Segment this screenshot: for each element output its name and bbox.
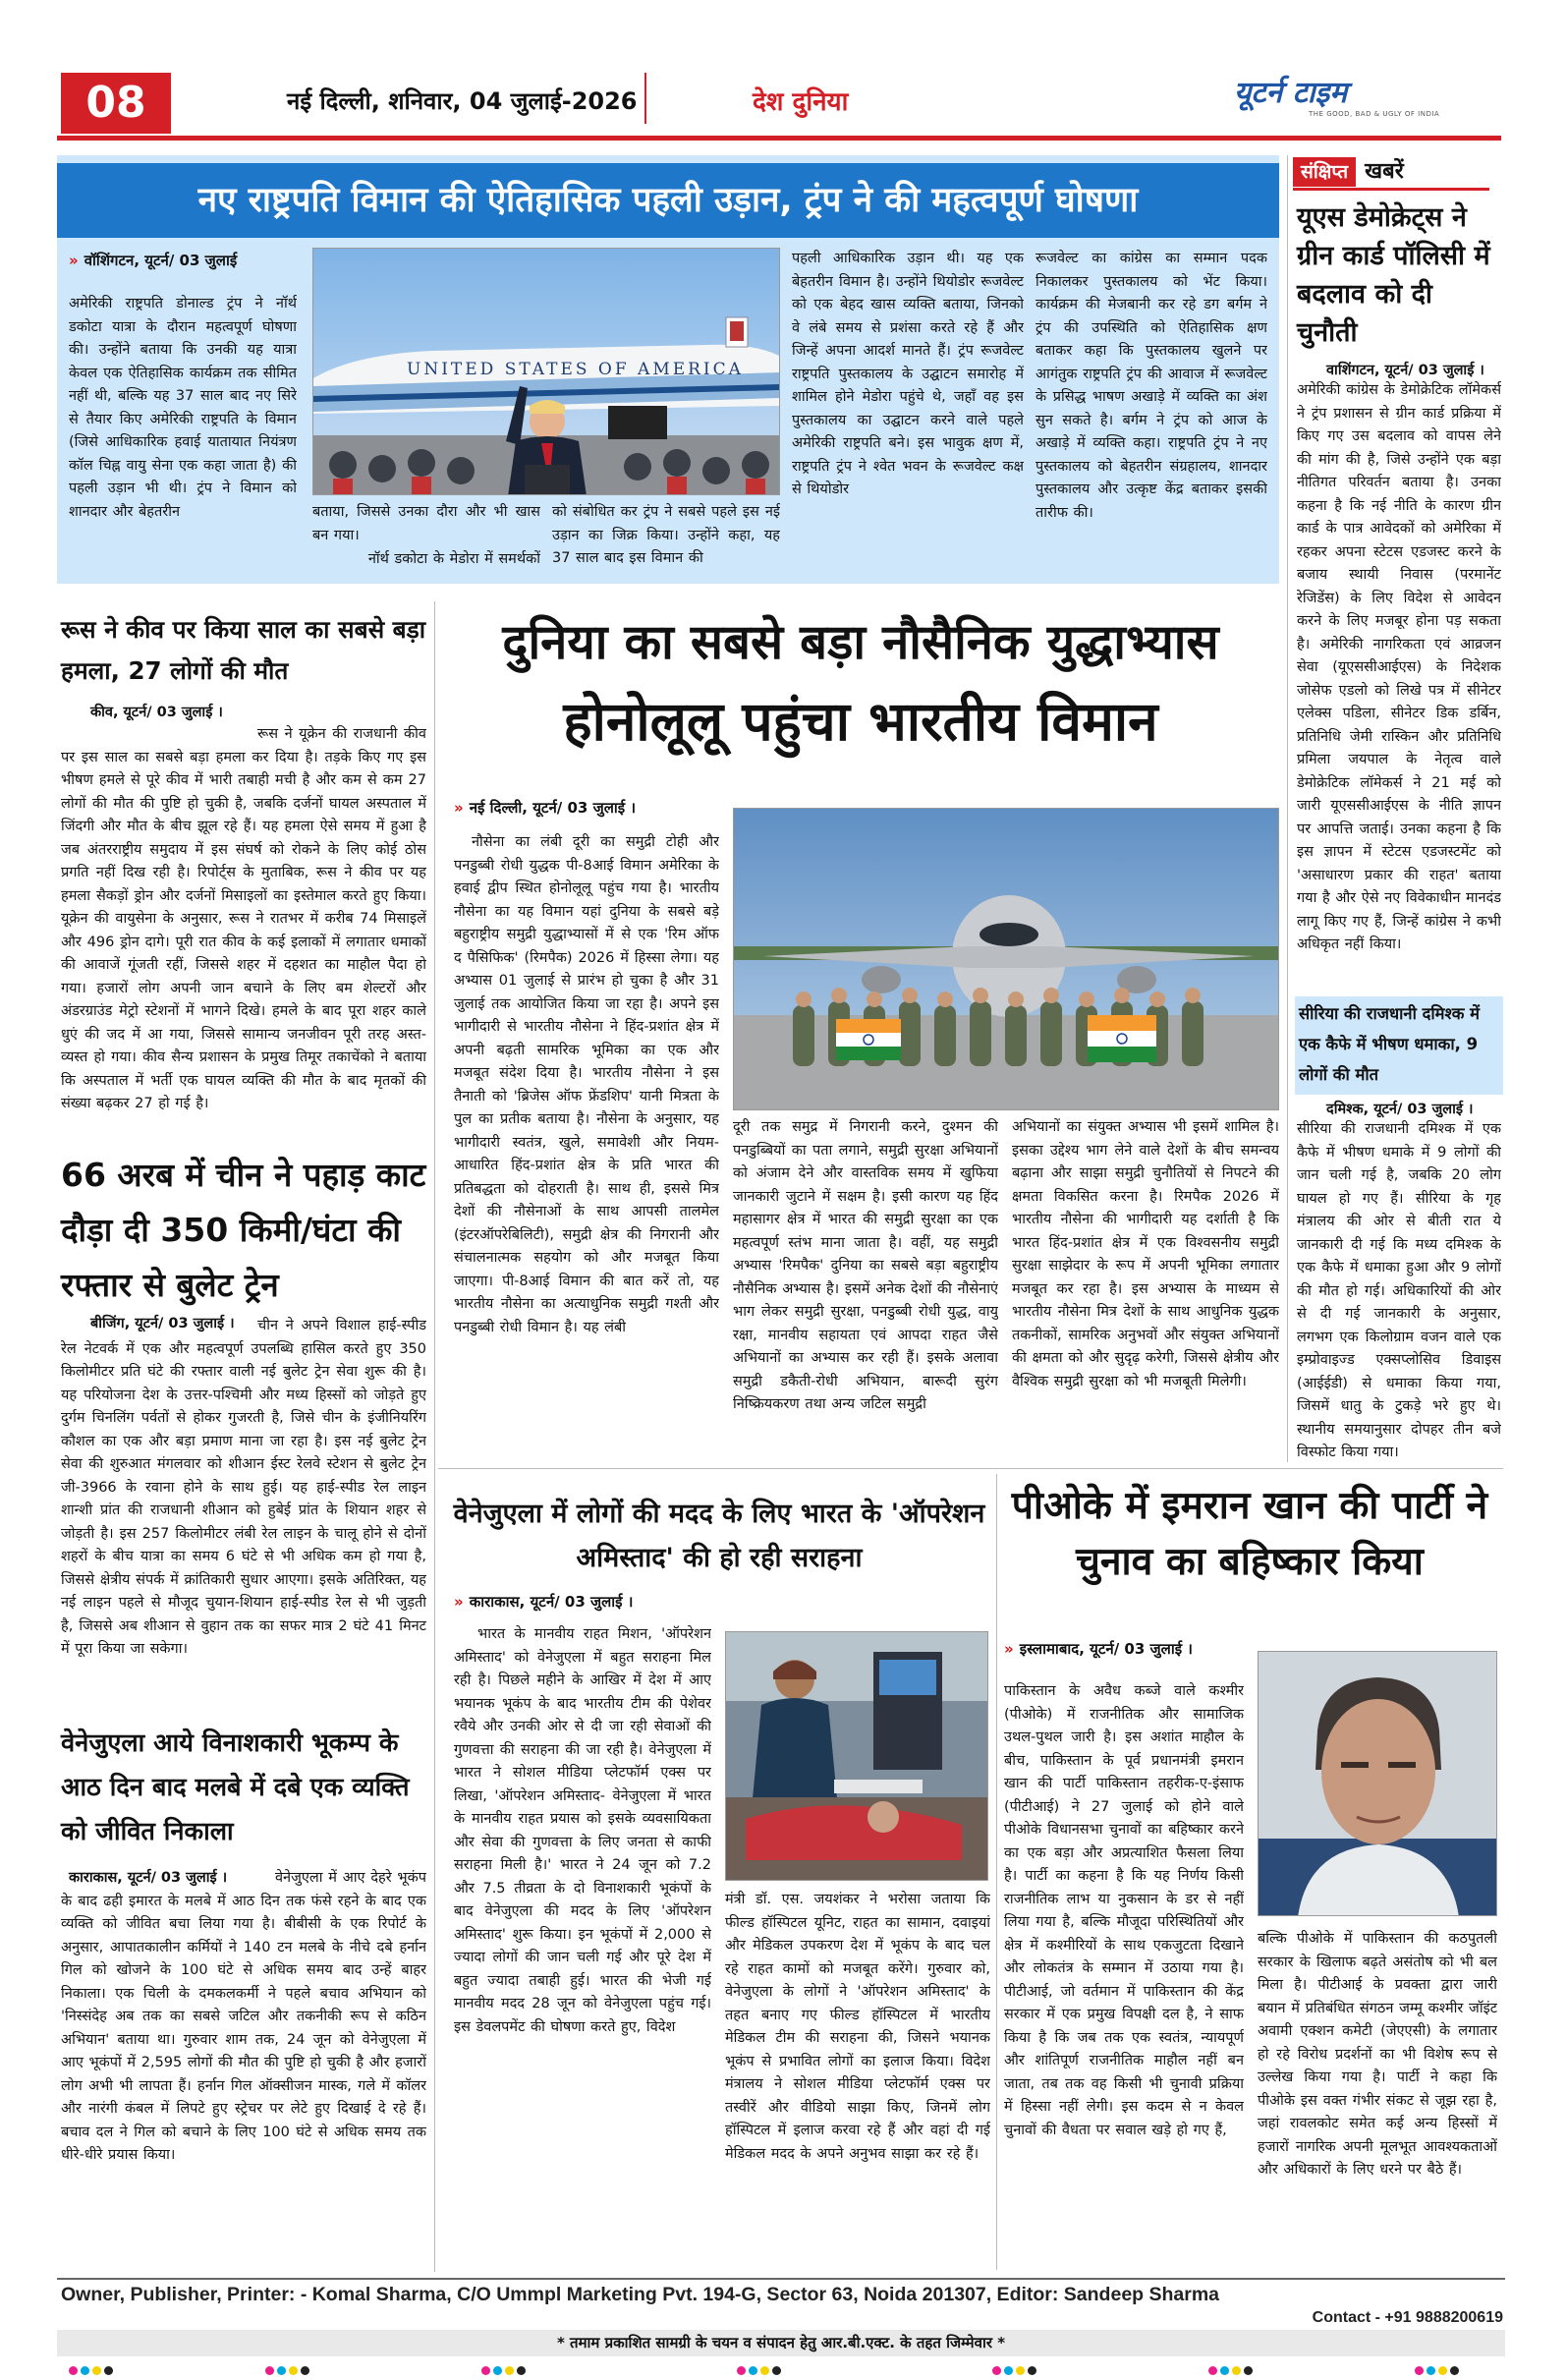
russia-dateline: कीव, यूटर्न/ 03 जुलाई । bbox=[90, 705, 223, 720]
header-divider bbox=[644, 73, 646, 124]
footer-owner: Owner, Publisher, Printer: - Komal Sharma, C/O Ummpl Marketing Pvt. 194-G, Sector 63, Noida 201307, Editor: Sandeep Sharma bbox=[61, 2284, 1220, 2305]
rule-right bbox=[1287, 155, 1288, 1462]
lead-headline: नए राष्ट्रपति विमान की ऐतिहासिक पहली उड़ान, ट्रंप ने की महत्वपूर्ण घोषणा bbox=[197, 181, 1139, 220]
china-dateline: बीजिंग, यूटर्न/ 03 जुलाई । bbox=[90, 1316, 235, 1332]
brief-label-a: संक्षिप्त bbox=[1293, 157, 1356, 187]
navy-col-1: नौसेना का लंबी दूरी का समुद्री टोही और पनडुब्बी रोधी युद्धक पी-8आई विमान अमेरिका के हवाई द्वीप स्थित होनोलूलू पहुंच गया है। भारतीय नौसेना का यह विमान यहां दुनिया के सबसे बड़े बहुराष्ट्रीय समुद्री युद्धाभ्यासों में से एक 'रिम ऑफ द पैसिफिक' (रिमपैक) 2026 में हिस्सा लेगा। यह अभ्यास 01 जुलाई से प्रारंभ हो चुका है और 31 जुलाई तक आयोजित किया जा रहा है। अपने इस भागीदारी से भारतीय नौसेना ने हिंद-प्रशांत क्षेत्र में अपनी बढ़ती सामरिक भूमिका का एक और मजबूत संदेश दिया है। भारतीय नौसेना ने इस तैनाती को 'ब्रिजेस ऑफ फ्रेंडशिप' यानी मित्रता के पुल का प्रतीक बताया है। नौसेना के अनुसार, यह भागीदारी स्वतंत्र, खुले, समावेशी और नियम-आधारित हिंद-प्रशांत क्षेत्र के प्रति भारत की प्रतिबद्धता को दोहराती है। साथ ही, इससे मित्र देशों की नौसेनाओं के साथ आपसी तालमेल (इंटरऑपरेबिलिटी), समुद्री क्षेत्र की निगरानी और संचालनात्मक सहयोग को और मजबूत किया जाएगा। पी-8आई विमान की बात करें तो, यह भारतीय नौसेना का अत्याधुनिक समुद्री गश्ती और पनडुब्बी रोधी विमान है। यह लंबी bbox=[454, 834, 719, 1335]
pok-dateline bbox=[1004, 1637, 1299, 1661]
footer-top-rule bbox=[57, 2278, 1505, 2280]
reg-dots-1 bbox=[69, 2366, 113, 2375]
footer-disclaimer: * तमाम प्रकाशित सामग्री के चयन व संपादन हेतु आर.बी.एक्ट. के तहत जिम्मेवार * bbox=[556, 2334, 1006, 2352]
lead-dateline-text: वॉशिंगटन, यूटर्न/ 03 जुलाई bbox=[84, 252, 238, 269]
p8i-aircraft-crew-image bbox=[734, 809, 1279, 1110]
reg-dots-4 bbox=[737, 2366, 781, 2375]
reg-dots-3 bbox=[481, 2366, 526, 2375]
plane-text: UNITED STATES OF AMERICA bbox=[407, 360, 744, 379]
reg-dots-6 bbox=[1208, 2366, 1253, 2375]
field-hospital-image bbox=[726, 1632, 988, 1881]
navy-photo bbox=[733, 808, 1279, 1110]
rule-horizontal bbox=[438, 1468, 1503, 1469]
lead-col-3a: को संबोधित कर ट्रंप ने सबसे पहले इस नई उड़ान का जिक्र किया। उन्होंने कहा, यह 37 साल बाद इस विमान की bbox=[552, 504, 780, 566]
operation-photo bbox=[725, 1631, 988, 1881]
brief-label-b: खबरें bbox=[1365, 159, 1404, 184]
pok-dateline-text: इस्लामाबाद, यूटर्न/ 03 जुलाई । bbox=[1019, 1640, 1193, 1658]
indian-flag-left bbox=[836, 1019, 901, 1060]
rule-left bbox=[434, 601, 435, 2272]
pok-photo bbox=[1258, 1651, 1497, 1916]
page-number: 08 bbox=[85, 78, 146, 128]
reg-dots-7 bbox=[1415, 2366, 1459, 2375]
lead-col-1: अमेरिकी राष्ट्रपति डोनाल्ड ट्रंप ने नॉर्थ डकोटा यात्रा के दौरान महत्वपूर्ण घोषणा की। उन्होंने बताया कि उनकी यह यात्रा केवल एक ऐतिहासिक कार्यक्रम तक सीमित नहीं थी, बल्कि यह 37 साल बाद नए सिरे से तैयार किए अमेरिकी राष्ट्रपति के विमान (जिसे आधिकारिक हवाई यातायात नियंत्रण कॉल चिह्न वायु सेना एक कहा जाता है) की पहली उड़ान भी थी। ट्रंप ने विमान को शानदार और बेहतरीन bbox=[69, 296, 297, 520]
footer-disclaimer-bar bbox=[57, 2330, 1505, 2356]
date-line: नई दिल्ली, शनिवार, 04 जुलाई-2026 bbox=[287, 87, 638, 115]
navy-col-2: दूरी तक समुद्र में निगरानी करने, दुश्मन की पनडुब्बियों का पता लगाने, समुद्री सुरक्षा अभियानों को अंजाम देने और वास्तविक समय में खुफिया जानकारी जुटाने में सक्षम है। इसी कारण यह हिंद महासागर क्षेत्र में भारत की समुद्री सुरक्षा का एक महत्वपूर्ण स्तंभ माना जाता है। वहीं, यह समुद्री अभ्यास 'रिमपैक' दुनिया का सबसे बड़ा बहुराष्ट्रीय नौसैनिक अभ्यास है। इसमें अनेक देशों की नौसेनाएं भाग लेकर समुद्री सुरक्षा, पनडुब्बी रोधी युद्ध, वायु रक्षा, मानवीय सहायता एवं आपदा राहत जैसे अभियानों का अभ्यास कर रही हैं। इसके अलावा समुद्री डकैती-रोधी अभियान, बारूदी सुरंग निष्क्रियकरण तथा अन्य जटिल समुद्री bbox=[733, 1119, 998, 1412]
imran-khan-portrait-image bbox=[1259, 1652, 1497, 1916]
operation-col-2: मंत्री डॉ. एस. जयशंकर ने भरोसा जताया कि फील्ड हॉस्पिटल यूनिट, राहत का सामान, दवाइयां और मेडिकल उपकरण देश में भूकंप के बाद चल रहे राहत कामों को मजबूत करेंगे। गुरुवार को, वेनेजुएला के लोगों ने 'ऑपरेशन अमिस्ताद' के तहत बनाए गए फील्ड हॉस्पिटल में भारतीय मेडिकल टीम की सराहना की, जिसने भयानक भूकंप से प्रभावित लोगों का इलाज किया। विदेश मंत्रालय ने सोशल मीडिया प्लेटफॉर्म एक्स पर तस्वीरें और वीडियो साझा किए, जिनमें लोग हॉस्पिटल में इलाज करवा रहे हैं और वहां दी गई मेडिकल मदद के अपने अनुभव साझा कर रहे हैं। bbox=[725, 1892, 990, 2162]
trump-airforce-one-image bbox=[313, 249, 780, 495]
navy-dateline-text: नई दिल्ली, यूटर्न/ 03 जुलाई । bbox=[469, 799, 637, 817]
lead-col-5: रूजवेल्ट का कांग्रेस का सम्मान पदक निकालकर पुस्तकालय को भेंट किया। कार्यक्रम की मेजबानी कर रहे डग बर्गम ने ट्रंप की उपस्थिति को ऐतिहासिक क्षण बताकर कहा कि पुस्तकालय खुलने पर आगंतुक राष्ट्रपति ट्रंप की आवाज में रूजवेल्ट के प्रसिद्ध भाषण अखाड़े में व्यक्ति का अंश सुन सकते है। बर्गम ने ट्रंप को आज के अखाड़े में व्यक्ति कहा। राष्ट्रपति ट्रंप ने नए पुस्तकालय को बेहतरीन संग्रहालय, शानदार पुस्तकालय और उत्कृष्ट केंद्र बताकर इसकी तारीफ की। bbox=[1035, 251, 1267, 521]
pok-col-2: बल्कि पीओके में पाकिस्तान की कठपुतली सरकार के खिलाफ बढ़ते असंतोष को भी बल मिला है। पीटीआई के प्रवक्ता द्वारा जारी बयान में प्रतिबंधित संगठन जम्मू कश्मीर जॉइंट अवामी एक्शन कमेटी (जेएएसी) के लगातार हो रहे विरोध प्रदर्शनों का भी विशेष रूप से उल्लेख किया गया है। पार्टी ने कहा कि पीओके इस वक्त गंभीर संकट से जूझ रहा है, जहां रावलकोट समेत कई अन्य हिस्सों में हजारों नागरिक अपनी मूलभूत आवश्यकताओं और अधिकारों के लिए धरने पर बैठे हैं। bbox=[1258, 1931, 1497, 2178]
lead-col-2b: नॉर्थ डकोटा के मेडोरा में समर्थकों bbox=[367, 551, 540, 567]
logo-text: यूटर्न टाइम bbox=[1234, 76, 1348, 110]
navy-dateline bbox=[454, 796, 749, 820]
lead-headline-bar bbox=[57, 163, 1279, 238]
pok-headline: पीओके में इमरान खान की पार्टी ने चुनाव का बहिष्कार किया bbox=[1011, 1484, 1488, 1584]
brief-dateline-1: वाशिंगटन, यूटर्न/ 03 जुलाई । bbox=[1326, 363, 1484, 378]
rule-mid-bottom bbox=[996, 1474, 997, 2270]
operation-headline: वेनेजुएला में लोगों की मदद के लिए भारत के 'ऑपरेशन अमिस्ताद' की हो रही सराहना bbox=[453, 1499, 985, 1573]
chevron-icon: » bbox=[69, 252, 79, 269]
footer-contact: Contact - +91 9888200619 bbox=[1312, 2309, 1503, 2326]
lead-col-4: पहली आधिकारिक उड़ान थी। यह एक बेहतरीन विमान है। उन्होंने थियोडोर रूजवेल्ट को एक बेहद खास व्यक्ति बताया, जिनको वे लंबे समय से प्रशंसा करते रहे हैं और जिन्हें अपना आदर्श मानते हैं। ट्रंप रूजवेल्ट राष्ट्रपति पुस्तकालय के उद्घाटन समारोह में शामिल होने मेडोरा पहुंचे थे, जहाँ वह इस पुस्तकालय का उद्घाटन करने वाले पहले अमेरिकी राष्ट्रपति बने। इस भावुक क्षण में, राष्ट्रपति ट्रंप ने श्वेत भवन के रूजवेल्ट कक्ष से थियोडोर bbox=[792, 251, 1024, 497]
section-name: देश दुनिया bbox=[753, 87, 849, 117]
brief-label-rule bbox=[1293, 188, 1489, 191]
logo bbox=[1234, 77, 1482, 124]
operation-dateline-text: काराकास, यूटर्न/ 03 जुलाई । bbox=[469, 1593, 634, 1611]
brief-text-1: अमेरिकी कांग्रेस के डेमोक्रेटिक लॉमेकर्स ने ट्रंप प्रशासन से ग्रीन कार्ड प्रक्रिया में किए गए उस बदलाव को वापस लेने की मांग की है, जिसे उन्होंने एक बड़ा नीतिगत परिवर्तन बताया है। उनका कहना है कि नई नीति के कारण ग्रीन कार्ड के पात्र आवेदकों को अमेरिका में रहकर अपना स्टेटस एडजस्ट करने के बजाय स्थायी निवास (परमानेंट रेजिडेंस) के लिए विदेश से आवेदन करने के लिए मजबूर होना पड़ सकता है। अमेरिकी नागरिकता एवं आव्रजन सेवा (यूएससीआईएस) के निदेशक जोसेफ एडलो को लिखे पत्र में सीनेटर एलेक्स पडिला, सीनेटर डिक डर्बिन, प्रतिनिधि जेमी रास्किन और प्रतिनिधि प्रमिला जयपाल के नेतृत्व वाले डेमोक्रेटिक लॉमेकर्स ने 21 मई को जारी यूएससीआईएस के नीति ज्ञापन पर आपत्ति जताई। उनका कहना है कि इस ज्ञापन में स्टेटस एडजस्टमेंट को 'असाधारण प्रकार की राहत' बताया गया है और ऐसे नए विवेकाधीन मानदंड लागू किए गए हैं, जिन्हें कांग्रेस ने कभी अधिकृत नहीं किया। bbox=[1297, 382, 1501, 952]
russia-headline: रूस ने कीव पर किया साल का सबसे बड़ा हमला, 27 लोगों की मौत bbox=[61, 615, 426, 685]
chevron-icon: » bbox=[454, 799, 464, 817]
russia-text: रूस ने यूक्रेन की राजधानी कीव पर इस साल का सबसे बड़ा हमला कर दिया है। तड़के किए गए इस भीषण हमले से पूरे कीव में भारी तबाही मची है और कम से कम 27 लोगों की मौत की पुष्टि हो चुकी है, जबकि दर्जनों घायल अस्पताल में जिंदगी और मौत के बीच झूल रहे हैं। यह हमला ऐसे समय में हुआ है जब अंतरराष्ट्रीय समुदाय में इस संघर्ष को रोकने के लिए कोई ठोस प्रगति नहीं दिख रही है। रिपोर्ट्स के मुताबिक, रूस ने कीव पर यह हमला सैकड़ों ड्रोन और दर्जनों मिसाइलों का इस्तेमाल करते हुए किया। यूक्रेन की वायुसेना के अनुसार, रूस ने रातभर में करीब 74 मिसाइलें और 496 ड्रोन दागे। पूरी रात कीव के कई इलाकों में लगातार धमाकों की आवाजें गूंजती रहीं, जिससे शहर में दहशत का माहौल पैदा हो गया। हजारों लोग अपनी जान बचाने के लिए बम शेल्टरों और अंडरग्राउंड मेट्रो स्टेशनों में भागने दिखे। हमले के बाद पूरा शहर काले धुएं की जद में आ गया, जिससे सामान्य जनजीवन पूरी तरह अस्त-व्यस्त हो गया। कीव सैन्य प्रशासन के प्रमुख तिमूर तकाचेंको ने बताया कि अस्पताल में भर्ती एक घायल व्यक्ति की मौत के बाद मृतकों की संख्या बढ़कर 27 हो गई है। bbox=[61, 726, 426, 1111]
china-headline: 66 अरब में चीन ने पहाड़ काट दौड़ा दी 350 किमी/घंटा की रफ्तार से बुलेट ट्रेन bbox=[61, 1156, 426, 1304]
navy-col-3: अभियानों का संयुक्त अभ्यास भी इसमें शामिल है। इसका उद्देश्य भाग लेने वाले देशों के बीच समन्वय बढ़ाना और साझा समुद्री चुनौतियों से निपटने की क्षमता विकसित करना है। रिमपैक 2026 में भारतीय नौसेना की भागीदारी यह दर्शाती है कि भारत हिंद-प्रशांत क्षेत्र में एक विश्वसनीय समुद्री सुरक्षा साझेदार के रूप में अपनी भूमिका लगातार मजबूत कर रहा है। इस अभ्यास के माध्यम से भारतीय नौसेना मित्र देशों के साथ आधुनिक युद्धक तकनीकों, सामरिक अनुभवों और संयुक्त अभियानों की क्षमता को और सुदृढ़ करेगी, जिससे क्षेत्रीय और वैश्विक समुद्री सुरक्षा को भी मजबूती मिलेगी। bbox=[1012, 1119, 1279, 1389]
chevron-icon: » bbox=[454, 1593, 464, 1611]
masthead bbox=[57, 57, 1501, 142]
lead-photo bbox=[312, 248, 780, 495]
page-number-box bbox=[61, 73, 171, 134]
navy-headline-1: दुनिया का सबसे बड़ा नौसैनिक युद्धाभ्यास bbox=[502, 614, 1219, 670]
brief-headline-2: सीरिया की राजधानी दमिश्क में एक कैफे में भीषण धमाका, 9 लोगों की मौत bbox=[1299, 1004, 1481, 1084]
indian-flag-right bbox=[1088, 1015, 1156, 1062]
masthead-rule bbox=[57, 136, 1501, 141]
navy-headline-2: होनोलूलू पहुंचा भारतीय विमान bbox=[563, 690, 1158, 753]
brief-dateline-2: दमिश्क, यूटर्न/ 03 जुलाई । bbox=[1326, 1102, 1474, 1117]
venezuela-quake-dateline: काराकास, यूटर्न/ 03 जुलाई । bbox=[69, 1870, 228, 1886]
chevron-icon: » bbox=[1004, 1640, 1014, 1658]
brief-text-2: सीरिया की राजधानी दमिश्क में एक कैफे में भीषण धमाके में 9 लोगों की जान चली गई है, जबकि 20 लोग घायल हो गए हैं। सीरिया के गृह मंत्रालय की ओर से बीती रात ये जानकारी दी गई कि मध्य दमिश्क के एक कैफे में धमाका हुआ और 9 लोगों की मौत हो गई। अधिकारियों की ओर से दी गई जानकारी के अनुसार, लगभग एक किलोग्राम वजन वाले एक इम्प्रोवाइज्ड एक्सप्लोसिव डिवाइस (आईईडी) से धमाका किया गया, जिसमें धातु के टुकड़े भरे हुए थे। स्थानीय समयानुसार दोपहर तीन बजे विस्फोट किया गया। bbox=[1297, 1121, 1501, 1460]
pok-col-1: पाकिस्तान के अवैध कब्जे वाले कश्मीर (पीओके) में राजनीतिक और सामाजिक उथल-पुथल जारी है। इस अशांत माहौल के बीच, पाकिस्तान के पूर्व प्रधानमंत्री इमरान खान की पार्टी पाकिस्तान तहरीक-ए-इंसाफ (पीटीआई) ने 27 जुलाई को होने वाले पीओके विधानसभा चुनावों का बहिष्कार करने का एक बड़ा और अप्रत्याशित फैसला लिया है। पार्टी का कहना है कि यह निर्णय किसी राजनीतिक लाभ या नुकसान के डर से नहीं लिया गया है, बल्कि मौजूदा परिस्थितियों और क्षेत्र में कश्मीरियों के साथ एकजुटता दिखाने और लोकतंत्र के सम्मान में उठाया गया है। पीटीआई, जो वर्तमान में पाकिस्तान की केंद्र सरकार में एक प्रमुख विपक्षी दल है, ने साफ किया है कि जब तक एक स्वतंत्र, न्यायपूर्ण और शांतिपूर्ण राजनीतिक माहौल नहीं बन जाता, तब तक वह किसी भी चुनावी प्रक्रिया में हिस्सा नहीं लेगी। इस कदम से न केवल चुनावों की वैधता पर सवाल खड़े हो गए हैं, bbox=[1004, 1683, 1244, 2138]
venezuela-quake-headline: वेनेजुएला आये विनाशकारी भूकम्प के आठ दिन बाद मलबे में दबे एक व्यक्ति को जीवित निकाला bbox=[61, 1728, 410, 1846]
operation-dateline bbox=[454, 1590, 749, 1614]
lead-dateline bbox=[69, 249, 305, 272]
reg-dots-5 bbox=[992, 2366, 1036, 2375]
brief-headline-1: यूएस डेमोक्रेट्स ने ग्रीन कार्ड पॉलिसी में बदलाव को दी चुनौती bbox=[1297, 202, 1490, 348]
china-text: चीन ने अपने विशाल हाई-स्पीड रेल नेटवर्क में एक और महत्वपूर्ण उपलब्धि हासिल करते हुए 350 किलोमीटर प्रति घंटे की रफ्तार वाली नई बुलेट ट्रेन सेवा शुरू की है। यह परियोजना देश के उत्तर-पश्चिमी और मध्य हिस्सों को जोड़ते हुए दुर्गम चिनलिंग पर्वतों से होकर गुजरती है, जिसे चीन के इंजीनियरिंग कौशल का एक और बड़ा प्रमाण माना जा रहा है। इस नई बुलेट ट्रेन सेवा की शुरुआत मंगलवार को शीआन ईस्ट रेलवे स्टेशन से बुलेट ट्रेन जी-3966 के रवाना होने के साथ हुई। यह हाई-स्पीड रेल लाइन शान्शी प्रांत की राजधानी शीआन को हुबेई प्रांत के शियान शहर से जोड़ती है। इस 257 किलोमीटर लंबी रेल लाइन के चालू होने से दोनों शहरों के बीच यात्रा का समय 6 घंटे से भी अधिक कम हो गया है, जिससे क्षेत्रीय संपर्क में क्रांतिकारी सुधार आएगा। इसके अतिरिक्त, यह नई लाइन पहले से मौजूद चुयान-शियान हाई-स्पीड रेल से भी जुड़ती है, जिससे अब शीआन से वुहान तक का सफर मात्र 2 घंटे 41 मिनट में पूरा किया जा सकेगा। bbox=[61, 1318, 426, 1657]
venezuela-quake-text: वेनेजुएला में आए देहरे भूकंप के बाद ढही इमारत के मलबे में आठ दिन तक फंसे रहने के बाद एक व्यक्ति को जीवित बचा लिया गया है। बीबीसी के एक रिपोर्ट के अनुसार, आपातकालीन कर्मियों ने 140 टन मलबे के नीचे दबे हर्नान गिल को खोजने के 100 घंटे से अधिक समय बाद उन्हें बाहर निकाला। एक चिली के दमकलकर्मी ने पहले बचाव अभियान को 'निस्संदेह अब तक का सबसे जटिल और तकनीकी रूप से कठिन अभियान' बताया था। गुरुवार शाम तक, 24 जून को वेनेजुएला में आए भूकंपों में 2,595 लोगों की मौत की पुष्टि हो चुकी है और हजारों लोग अभी भी लापता हैं। हर्नान गिल ऑक्सीजन मास्क, गले में कॉलर और नारंगी कंबल में लिपटे हुए स्ट्रेचर पर लेटे हुए दिखाई दे रहे हैं। बचाव दल ने गिल को बचाने के लिए 100 घंटे से अधिक समय तक धीरे-धीरे प्रयास किया। bbox=[61, 1870, 426, 2163]
brief-label bbox=[1293, 157, 1489, 193]
lead-col-2a: बताया, जिससे उनका दौरा और भी खास बन गया। bbox=[312, 504, 540, 543]
operation-col-1: भारत के मानवीय राहत मिशन, 'ऑपरेशन अमिस्ताद' को वेनेजुएला में बहुत सराहना मिल रही है। पिछले महीने के आखिर में देश में आए भयानक भूकंप के बाद भारतीय टीम की पेशेवर रवैये और उनकी ओर से दी जा रही सेवाओं की गुणवत्ता की सराहना की जा रही है। वेनेजुएला में भारत ने सोशल मीडिया प्लेटफॉर्म एक्स पर लिखा, 'ऑपरेशन अमिस्ताद- वेनेजुएला में भारत के मानवीय राहत प्रयास को इसके व्यवसायिकता और सेवा की गुणवत्ता के लिए जनता से काफी सराहना मिली है।' भारत ने 24 जून को 7.2 और 7.5 तीव्रता के दो विनाशकारी भूकंपों के बाद वेनेजुएला की मदद के लिए 'ऑपरेशन अमिस्ताद' शुरू किया। इन भूकंपों में 2,000 से ज्यादा लोगों की जान चली गई और पूरे देश में बहुत ज्यादा तबाही हुई। भारत की भेजी गई मानवीय मदद 28 जून को वेनेजुएला पहुंच गई। इस डेवलपमेंट की घोषणा करते हुए, विदेश bbox=[454, 1626, 711, 2035]
logo-tagline: THE GOOD, BAD & UGLY OF INDIA bbox=[1309, 110, 1440, 118]
reg-dots-2 bbox=[265, 2366, 309, 2375]
